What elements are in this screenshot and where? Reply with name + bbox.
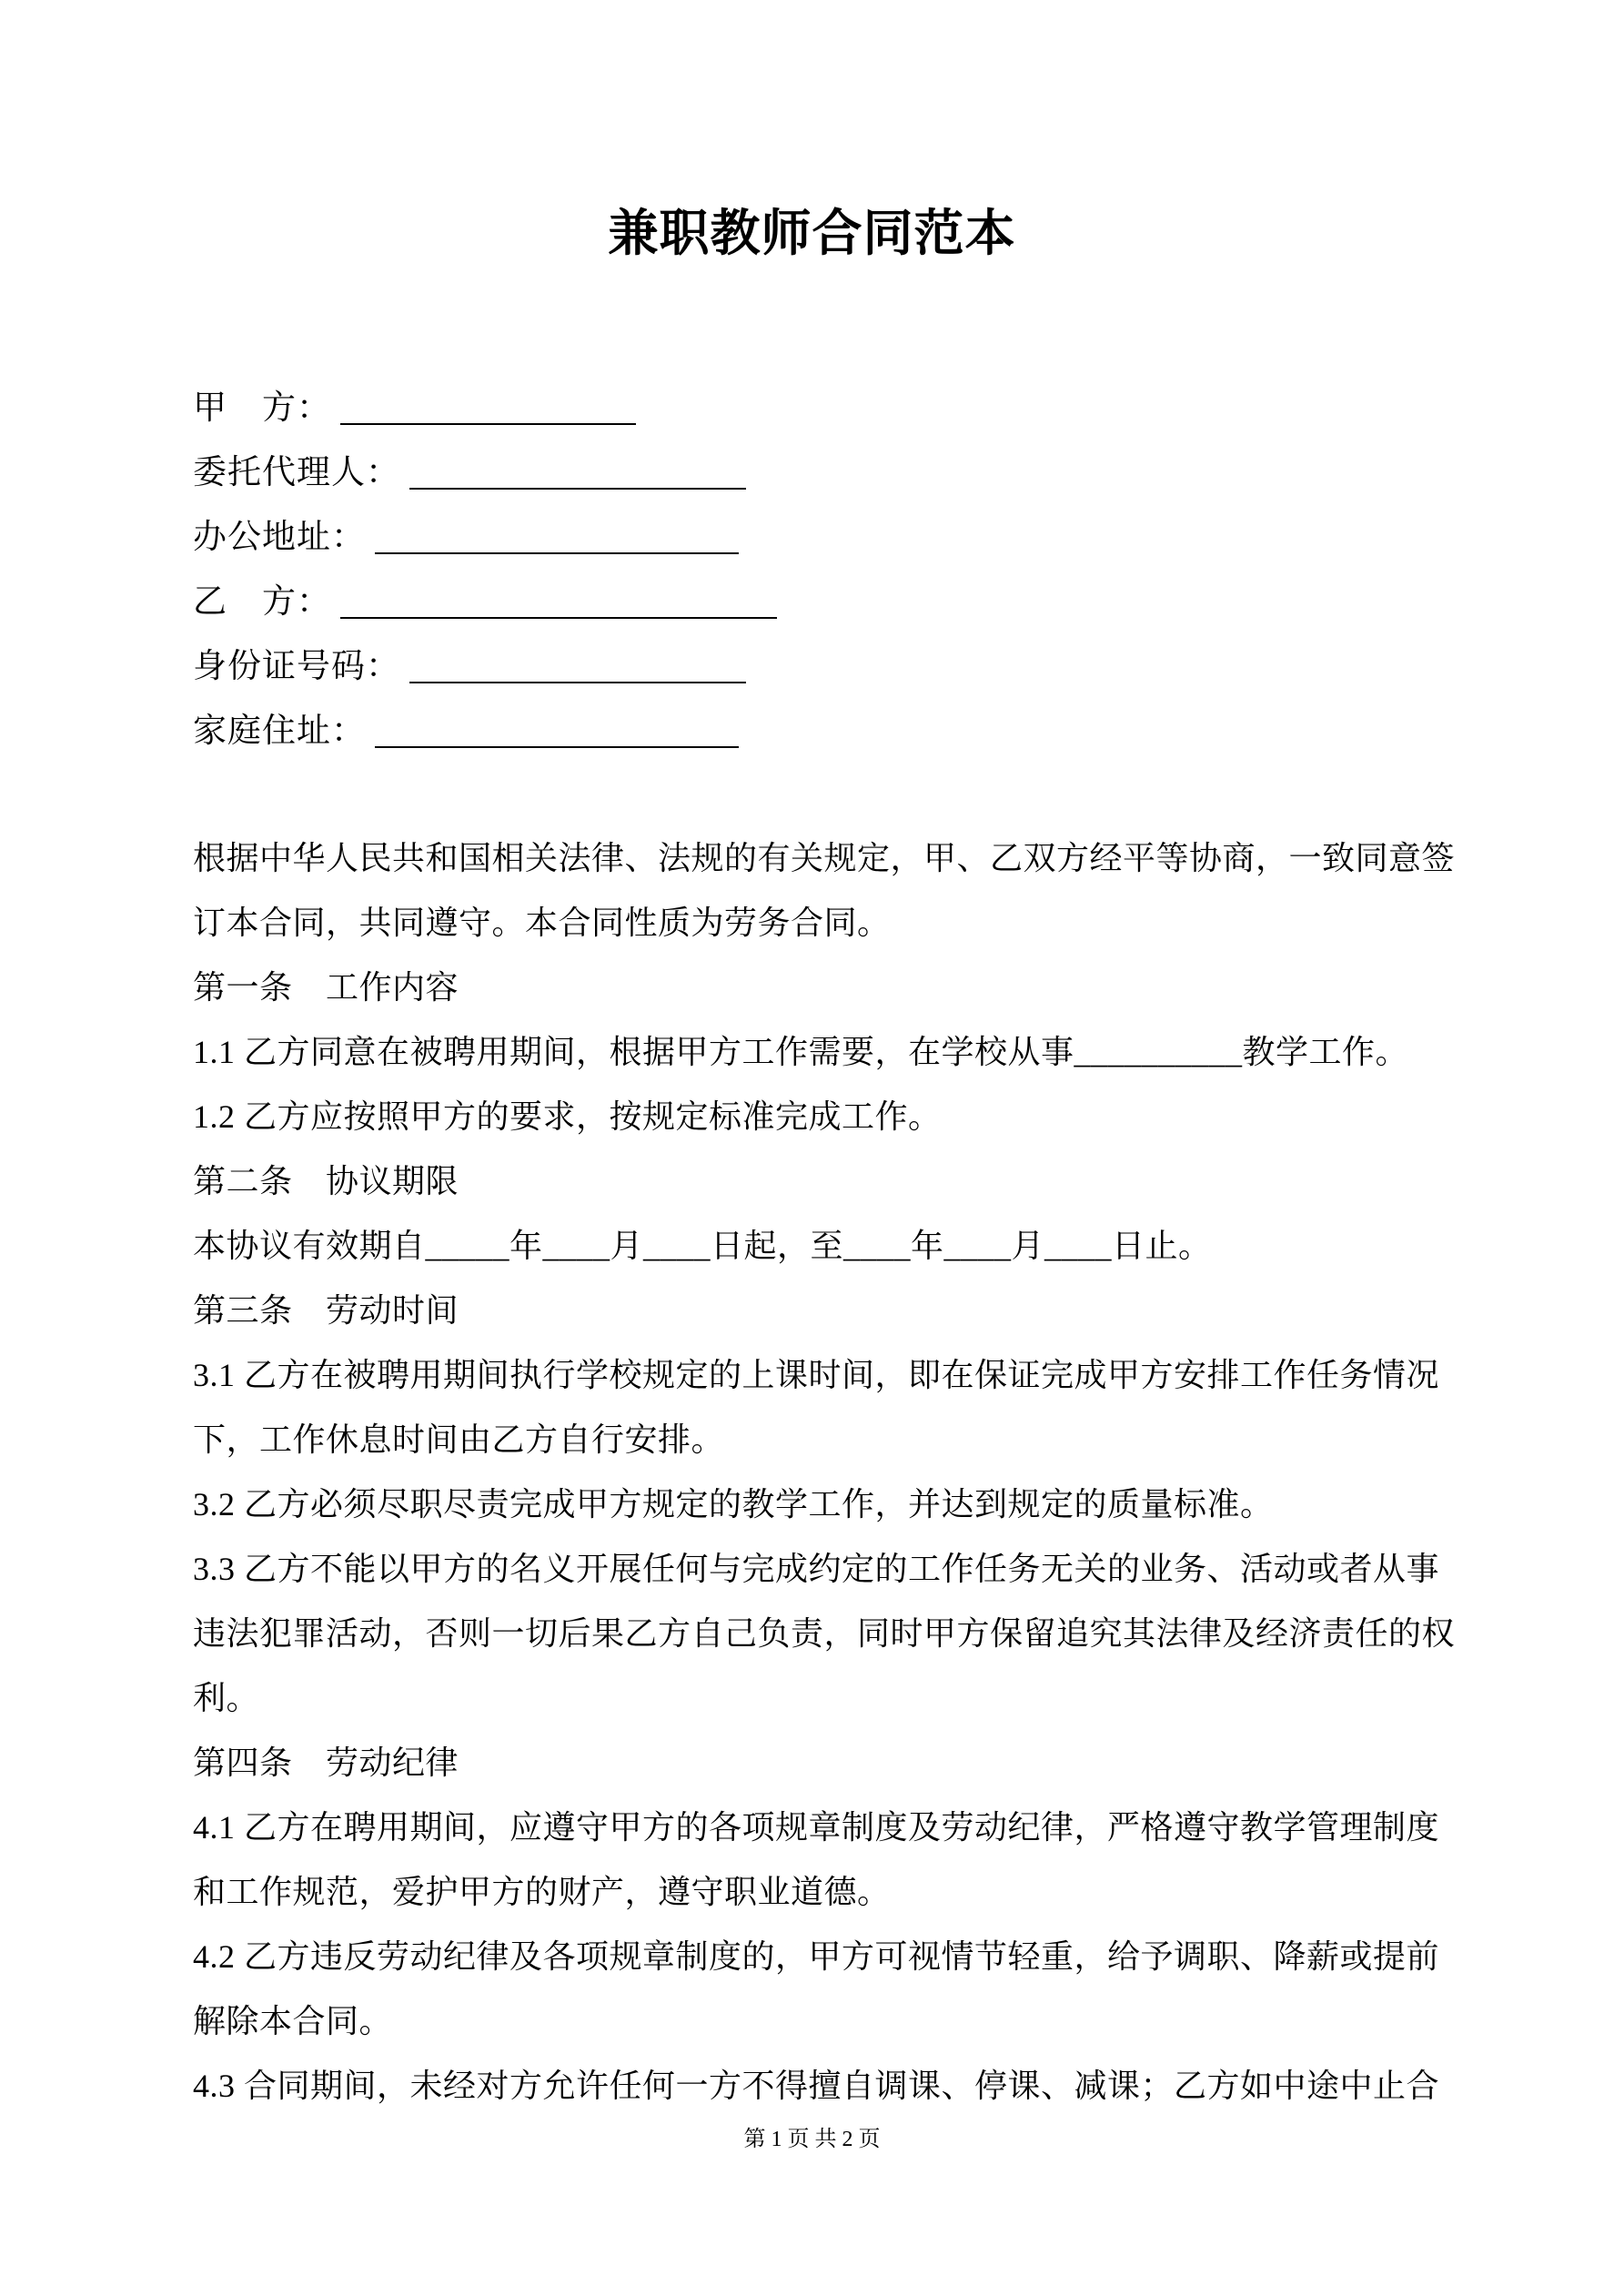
agent-blank-line (409, 451, 746, 490)
body-text-line: 第四条 劳动纪律 (193, 1745, 459, 1781)
id-number-label: 身份证号码： (193, 648, 400, 685)
agent-label: 委托代理人： (193, 454, 400, 491)
body-text-line: 4.2 乙方违反劳动纪律及各项规章制度的，甲方可视情节轻重，给予调职、降薪或提前 (193, 1938, 1440, 1975)
id-number-blank-line (409, 645, 746, 683)
field-row-home-address (193, 699, 1448, 764)
body-text-line: 解除本合同。 (193, 2003, 393, 2039)
page-number-indicator: 第 1 页 共 2 页 (743, 2128, 881, 2151)
body-text-line: 利。 (193, 1680, 260, 1716)
party-b-label: 乙 方： (193, 583, 331, 621)
body-text-line: 3.1 乙方在被聘用期间执行学校规定的上课时间，即在保证完成甲方安排工作任务情况 (193, 1357, 1440, 1393)
body-text-line: 订本合同，共同遵守。本合同性质为劳务合同。 (193, 905, 891, 941)
office-address-blank-line (375, 516, 739, 554)
party-b-blank-line (340, 581, 777, 619)
body-text-line: 1.2 乙方应按照甲方的要求，按规定标准完成工作。 (193, 1098, 942, 1135)
body-text-line: 本协议有效期自_____年____月____日起，至____年____月____日止。 (193, 1228, 1212, 1264)
body-text-line: 3.3 乙方不能以甲方的名义开展任何与完成约定的工作任务无关的业务、活动或者从事 (193, 1551, 1440, 1587)
party-a-blank-line (340, 387, 636, 425)
field-row-office-address (193, 505, 1448, 570)
field-row-agent (193, 440, 1448, 505)
body-text-line: 1.1 乙方同意在被聘用期间，根据甲方工作需要，在学校从事__________教学工作。 (193, 1034, 1409, 1070)
field-row-party-b (193, 570, 1448, 634)
body-text-line: 第二条 协议期限 (193, 1163, 459, 1199)
body-text-line: 第一条 工作内容 (193, 969, 459, 1006)
party-a-label: 甲 方： (193, 389, 331, 427)
body-text-line: 下，工作休息时间由乙方自行安排。 (193, 1421, 725, 1458)
home-address-label: 家庭住址： (193, 713, 366, 750)
field-row-id-number (193, 634, 1448, 699)
body-text-line: 和工作规范，爱护甲方的财产，遵守职业道德。 (193, 1874, 891, 1910)
field-row-party-a (193, 376, 1448, 440)
office-address-label: 办公地址： (193, 519, 366, 556)
body-text-line: 3.2 乙方必须尽职尽责完成甲方规定的教学工作，并达到规定的质量标准。 (193, 1486, 1274, 1522)
body-text-line: 4.1 乙方在聘用期间，应遵守甲方的各项规章制度及劳动纪律，严格遵守教学管理制度 (193, 1809, 1440, 1846)
page-title: 兼职教师合同范本 (608, 206, 1016, 261)
body-text-line: 4.3 合同期间，未经对方允许任何一方不得擅自调课、停课、减课；乙方如中途中止合 (193, 2068, 1440, 2104)
body-text-line: 根据中华人民共和国相关法律、法规的有关规定，甲、乙双方经平等协商，一致同意签 (193, 840, 1456, 876)
body-text-line: 第三条 劳动时间 (193, 1292, 459, 1329)
contract-body-text (193, 826, 1467, 2119)
body-text-line: 违法犯罪活动，否则一切后果乙方自己负责，同时甲方保留追究其法律及经济责任的权 (193, 1615, 1456, 1652)
header-fields (193, 376, 1448, 764)
home-address-blank-line (375, 710, 739, 748)
